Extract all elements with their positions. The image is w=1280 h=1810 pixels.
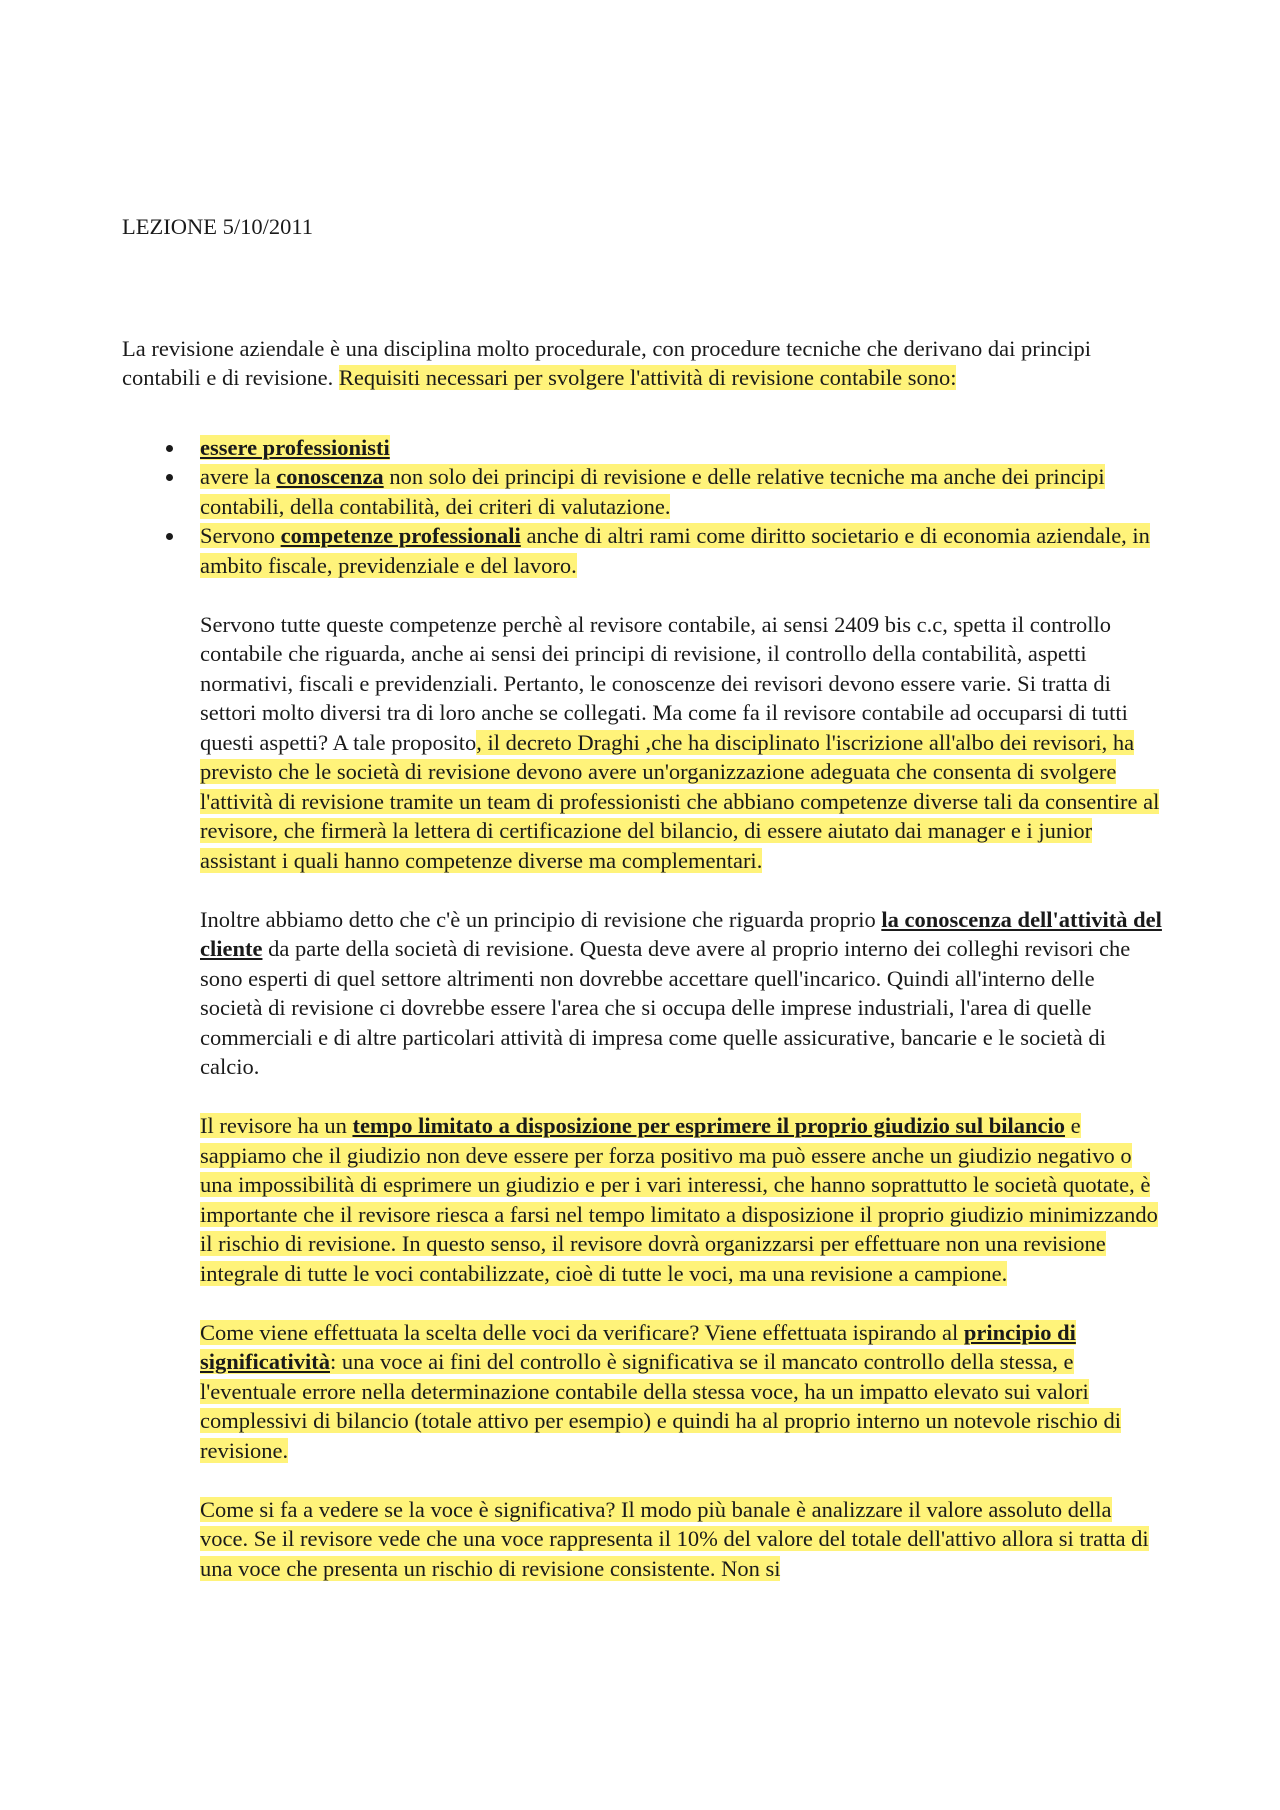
paragraph-text: Servono tutte queste competenze perchè al revisore contabile, ai sensi 2409 bis c.c, spetta il controllo contabile che riguarda, anche ai sensi dei principi di revisione, il controllo della contabilità, aspetti normativi, fiscali e previdenziali. Pertanto, le conoscenze dei revisori devono essere varie. Si tratta di settori molto diversi tra di loro anche se collegati. Ma come fa il revisore contabile ad occuparsi di tutti questi aspetti? A tale proposito <box>200 611 1128 755</box>
keyword: principio di significatività <box>200 1319 1076 1374</box>
keyword: la conoscenza dell'attività del cliente <box>200 906 1162 961</box>
paragraph-text: Come viene effettuata la scelta delle voci da verificare? Viene effettuata ispirando al <box>200 1319 964 1345</box>
keyword: conoscenza <box>276 464 384 489</box>
keyword: competenze professionali <box>280 523 521 548</box>
list-item <box>200 433 1162 463</box>
keyword: essere professionisti <box>200 434 390 460</box>
paragraph-limited-time <box>200 1111 1162 1288</box>
keyword: tempo limitato a disposizione per esprimere il proprio giudizio sul bilancio <box>352 1113 1065 1138</box>
requirements-list <box>122 433 1162 581</box>
paragraph-text: Inoltre abbiamo detto che c'è un principio di revisione che riguarda proprio <box>200 906 882 932</box>
paragraph-text: Il revisore ha un <box>200 1113 353 1138</box>
paragraph-significance <box>200 1318 1162 1466</box>
list-item <box>200 462 1162 521</box>
list-item <box>200 521 1162 580</box>
list-item-text: avere la <box>200 464 277 489</box>
list-item-text: Servono <box>200 523 281 548</box>
list-item-text: non solo dei principi di revisione e delle relative tecniche ma anche dei principi contabili, della contabilità, dei criteri di valutazione. <box>200 464 1105 519</box>
intro-text: La revisione aziendale è una disciplina molto procedurale, con procedure tecniche che derivano dai principi contabili e di revisione. <box>122 335 1091 390</box>
paragraph-highlight: Come si fa a vedere se la voce è significativa? Il modo più banale è analizzare il valore assoluto della voce. Se il revisore vede che una voce rappresenta il 10% del valore del totale dell'attivo allora si tratta di una voce che presenta un rischio di revisione consistente. Non si <box>200 1496 1149 1581</box>
document-body <box>122 212 1162 1583</box>
paragraph-text: da parte della società di revisione. Questa deve avere al proprio interno dei colleghi revisori che sono esperti di quel settore altrimenti non dovrebbe accettare quell'incarico. Quindi all'interno delle società di revisione ci dovrebbe essere l'area che si occupa delle imprese industriali, l'area di quelle commerciali e di altre particolari attività di impresa come quelle assicurative, bancarie e le società di calcio. <box>200 936 1131 1079</box>
paragraph-client-knowledge <box>200 905 1162 1082</box>
intro-paragraph <box>122 334 1162 393</box>
paragraph-highlight: , il decreto Draghi ,che ha disciplinato l'iscrizione all'albo dei revisori, ha previsto che le società di revisione devono avere un'organizzazione adeguata che consenta di svolgere l'attività di revisione tramite un team di professionisti che abbiano competenze diverse tali da consentire al revisore, che firmerà la lettera di certificazione del bilancio, di essere aiutato dai manager e i junior assistant i quali hanno competenze diverse ma complementari. <box>200 729 1160 873</box>
paragraph-absolute-value <box>200 1495 1162 1584</box>
list-item-text: anche di altri rami come diritto societario e di economia aziendale, in ambito fiscale, previdenziale e del lavoro. <box>200 523 1150 578</box>
intro-highlight: Requisiti necessari per svolgere l'attività di revisione contabile sono: <box>338 365 957 390</box>
paragraph-draghi <box>200 610 1162 876</box>
lesson-title: LEZIONE 5/10/2011 <box>122 214 314 239</box>
paragraph-text: e sappiamo che il giudizio non deve essere per forza positivo ma può essere anche un giudizio negativo o una impossibilità di esprimere un giudizio e per i vari interessi, che hanno soprattutto le società quotate, è importante che il revisore riesca a farsi nel tempo limitato a disposizione il proprio giudizio minimizzando il rischio di revisione. In questo senso, il revisore dovrà organizzarsi per effettuare non una revisione integrale di tutte le voci contabilizzate, cioè di tutte le voci, ma una revisione a campione. <box>200 1113 1158 1286</box>
paragraph-text: : una voce ai fini del controllo è significativa se il mancato controllo della stessa, e l'eventuale errore nella determinazione contabile della stessa voce, ha un impatto elevato sui valori complessivi di bilancio (totale attivo per esempio) e quindi ha al proprio interno un notevole rischio di revisione. <box>200 1349 1122 1463</box>
